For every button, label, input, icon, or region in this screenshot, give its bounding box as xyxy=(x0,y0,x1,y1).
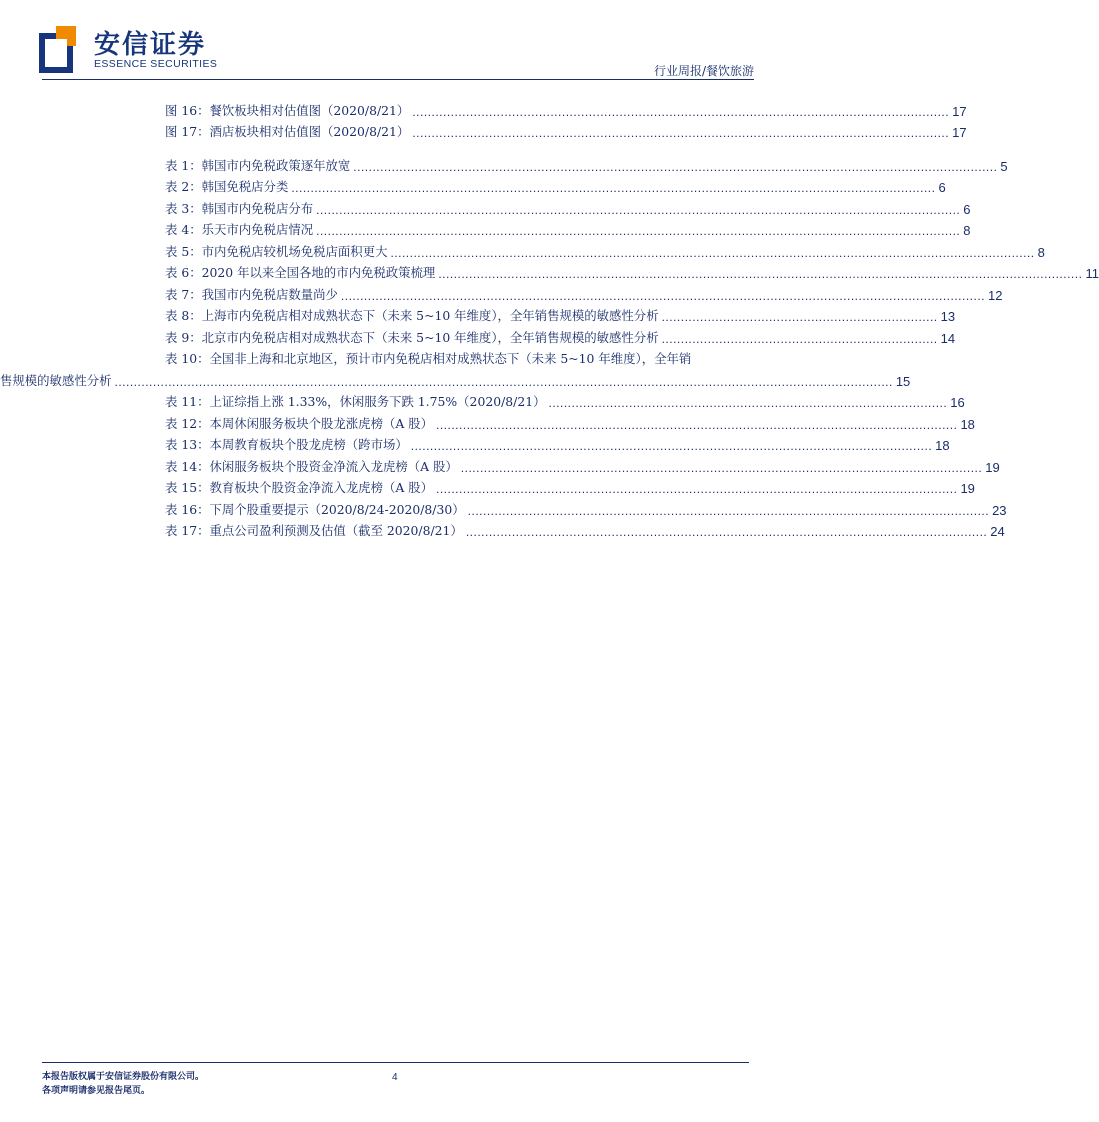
toc-entry-page: 14 xyxy=(940,330,956,346)
copyright-line: 本报告版权属于安信证券股份有限公司。 xyxy=(42,1072,205,1082)
report-category: 行业周报/餐饮旅游 xyxy=(653,64,754,78)
toc-leader-dots: ........................................................................................................................................................................ xyxy=(353,159,998,174)
disclaimer-line: 各项声明请参见报告尾页。 xyxy=(42,1086,151,1096)
toc-entry-page: 24 xyxy=(990,524,1005,539)
page-header xyxy=(42,22,754,82)
toc-entry-label: 表 13：本周教育板块个股龙虎榜（跨市场） xyxy=(165,437,408,452)
toc-entry-page: 6 xyxy=(938,180,946,195)
logo-english-name: ESSENCE SECURITIES xyxy=(94,58,218,70)
toc-entry-label: 表 6：2020 年以来全国各地的市内免税政策梳理 xyxy=(165,265,436,280)
toc-leader-dots: ........................................................................................................................................ xyxy=(436,482,958,496)
toc-entry[interactable] xyxy=(165,518,1005,540)
toc-entry[interactable] xyxy=(165,346,749,368)
toc-leader-dots: ........................................................................................................................................................................ xyxy=(316,202,961,217)
toc-leader-dots: ........................................................................................................................................ xyxy=(465,525,988,539)
toc-leader-dots: ........................................................................................................................................ xyxy=(467,503,990,518)
toc-entry-label: 表 10：全国非上海和北京地区，预计市内免税店相对成熟状态下（未来 5~10 年维度），全年销 xyxy=(165,351,692,366)
toc-leader-dots: ............................................................................................................................................ xyxy=(412,104,950,119)
toc-entry[interactable] xyxy=(165,432,950,454)
toc-entry[interactable] xyxy=(165,324,956,346)
toc-entry-page: 13 xyxy=(940,309,956,324)
toc-entry-label: 表 12：本周休闲服务板块个股龙涨虎榜（A 股） xyxy=(165,415,434,431)
toc-leader-dots: ........................................................................................................................................................................................................... xyxy=(114,374,893,389)
toc-entry[interactable] xyxy=(165,97,967,119)
toc-entry[interactable] xyxy=(165,453,1000,475)
toc-leader-dots: ........................................................................ xyxy=(661,310,938,324)
toc-leader-dots: ............................................................................................................................................ xyxy=(412,126,950,140)
toc-entry-label: 图 17：酒店板块相对估值图（2020/8/21） xyxy=(165,124,410,139)
toc-entry-label: 表 2：韩国免税店分类 xyxy=(165,179,289,194)
toc-entry-page: 16 xyxy=(950,395,965,410)
toc-entry-label: 表 16：下周个股重要提示（2020/8/24-2020/8/30） xyxy=(165,501,465,517)
toc-entry-label: 表 9：北京市内免税店相对成熟状态下（未来 5~10 年维度），全年销售规模的敏感性分析 xyxy=(165,329,659,345)
toc-leader-dots: ........................................................................................................................................................................ xyxy=(316,224,961,238)
toc-entry-page: 18 xyxy=(935,438,950,453)
toc-entry-label: 图 16：餐饮板块相对估值图（2020/8/21） xyxy=(165,102,410,118)
toc-entry[interactable] xyxy=(165,195,971,217)
toc-entry-page: 19 xyxy=(960,481,975,496)
toc-entry-page: 11 xyxy=(1085,266,1099,281)
toc-entry-page: 23 xyxy=(992,502,1007,518)
toc-entry-label: 表 14：休闲服务板块个股资金净流入龙虎榜（A 股） xyxy=(165,458,458,474)
section-gap xyxy=(165,140,749,152)
toc-entry-label: 表 17：重点公司盈利预测及估值（截至 2020/8/21） xyxy=(165,523,463,538)
toc-entry[interactable] xyxy=(165,281,1003,303)
toc-entry-label: 售规模的敏感性分析 xyxy=(0,372,112,388)
toc-leader-dots: ........................................................................................................................................................................ xyxy=(390,245,1035,260)
page-number: 4 xyxy=(392,1072,398,1083)
toc-entry-label: 表 7：我国市内免税店数量尚少 xyxy=(165,286,338,302)
copyright-notice xyxy=(42,1070,204,1098)
toc-entry[interactable] xyxy=(165,410,975,432)
toc-entry[interactable] xyxy=(165,238,1045,260)
toc-entry-page: 15 xyxy=(895,373,911,389)
toc-leader-dots: ........................................................................ xyxy=(661,331,938,346)
toc-entry-label: 表 15：教育板块个股资金净流入龙虎榜（A 股） xyxy=(165,480,434,495)
toc-entry-label: 表 8：上海市内免税店相对成熟状态下（未来 5~10 年维度），全年销售规模的敏感性分析 xyxy=(165,308,659,323)
toc-entry-label: 表 1：韩国市内免税政策逐年放宽 xyxy=(165,157,351,173)
toc-entry[interactable] xyxy=(165,496,1007,518)
toc-entry-page: 12 xyxy=(988,287,1003,303)
table-of-contents xyxy=(0,97,1099,539)
footer-divider xyxy=(42,1062,749,1063)
toc-entry-page: 19 xyxy=(985,459,1000,475)
toc-leader-dots: ........................................................................................................................................................................ xyxy=(291,181,936,195)
toc-entry-page: 8 xyxy=(1037,244,1045,260)
toc-entry-label: 表 4：乐天市内免税店情况 xyxy=(165,222,314,237)
toc-leader-dots: ........................................................................................................................................................................ xyxy=(438,267,1083,281)
toc-entry-page: 17 xyxy=(952,103,967,119)
toc-entry-page: 18 xyxy=(960,416,975,432)
logo-chinese-name: 安信证券 xyxy=(94,30,207,60)
toc-entry[interactable] xyxy=(165,303,956,325)
header-divider xyxy=(42,79,754,80)
toc-leader-dots: ........................................................................................................................................ xyxy=(460,460,983,475)
toc-entry-label: 表 11：上证综指上涨 1.33%，休闲服务下跌 1.75%（2020/8/21） xyxy=(165,394,546,409)
toc-entry-label: 表 5：市内免税店较机场免税店面积更大 xyxy=(165,243,388,259)
toc-entry[interactable] xyxy=(165,475,975,497)
toc-leader-dots: ........................................................................................................................................ xyxy=(436,417,958,432)
toc-entry[interactable] xyxy=(165,260,1099,282)
toc-entry[interactable] xyxy=(165,174,946,196)
toc-entry-label: 表 3：韩国市内免税店分布 xyxy=(165,200,314,216)
toc-entry[interactable] xyxy=(165,217,971,239)
toc-leader-dots: ........................................................................................................ xyxy=(548,396,948,410)
toc-leader-dots: ........................................................................................................................................ xyxy=(410,439,933,453)
toc-entry-page: 5 xyxy=(1000,158,1008,174)
toc-entry-page: 17 xyxy=(952,125,967,140)
toc-entry-continued[interactable] xyxy=(0,367,911,389)
toc-entry[interactable] xyxy=(165,152,1008,174)
essence-logo-icon xyxy=(42,26,78,70)
toc-entry-page: 8 xyxy=(963,223,971,238)
toc-entry-page: 6 xyxy=(963,201,971,217)
toc-leader-dots: ........................................................................................................................................................................ xyxy=(340,288,986,303)
toc-entry[interactable] xyxy=(165,389,965,411)
toc-entry[interactable] xyxy=(165,119,967,141)
